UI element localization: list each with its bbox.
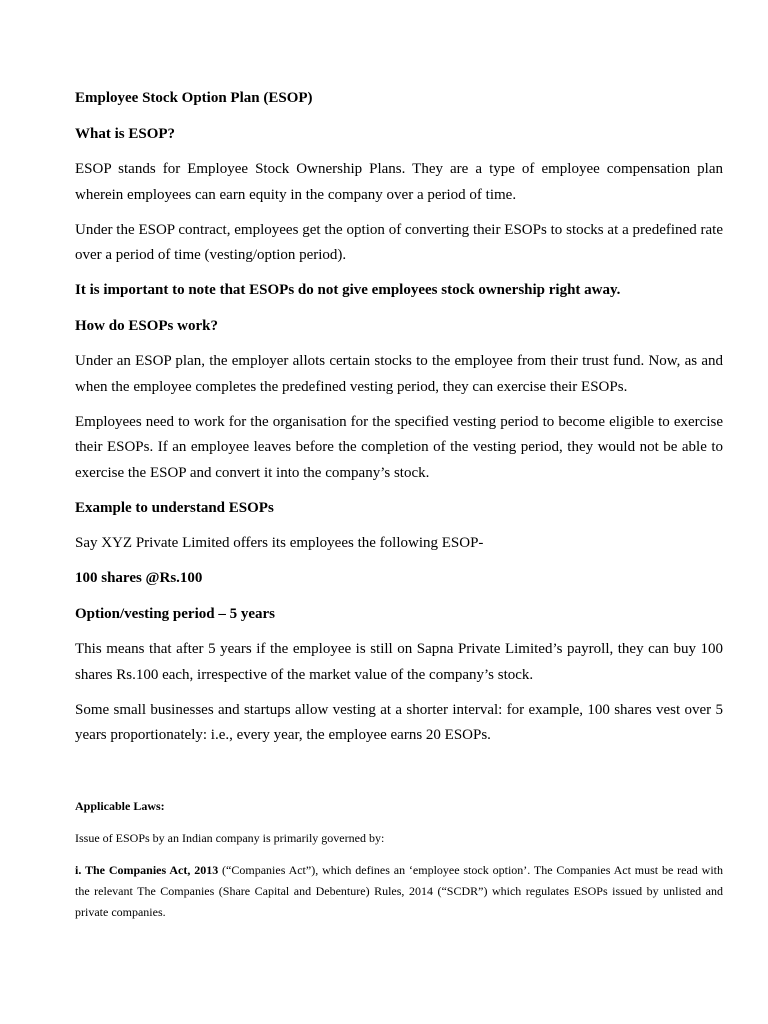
paragraph-how-esop-plan: Under an ESOP plan, the employer allots certain stocks to the employee from their trust fund. Now, as and when the employee completes the predefined vesting period, they can exercise their ESOPs. — [75, 353, 723, 395]
example-vesting-period: Option/vesting period – 5 years — [75, 605, 276, 622]
paragraph-vesting-eligibility: Employees need to work for the organisation for the specified vesting period to become eligible to exercise their ESOPs. If an employee leaves before the completion of the vesting period, they would not be able to exercise the ESOP and convert it into the company’s stock. — [75, 413, 723, 481]
law-item-title: i. The Companies Act, 2013 — [75, 863, 219, 877]
law-item-text: (“Companies Act”), which defines an ‘employee stock option’. The Companies Act must be read with the relevant The Companies (Share Capital and Debenture) Rules, 2014 (“SCDR”) which regulates ESOPs issued by unlisted and private companies. — [75, 863, 723, 919]
heading-what-is-esop: What is ESOP? — [75, 125, 176, 142]
paragraph-example-intro: Say XYZ Private Limited offers its employees the following ESOP- — [75, 535, 484, 551]
law-item-companies-act — [75, 860, 723, 923]
important-note: It is important to note that ESOPs do not give employees stock ownership right away. — [75, 282, 621, 298]
heading-how-esops-work: How do ESOPs work? — [75, 317, 218, 334]
paragraph-laws-intro: Issue of ESOPs by an Indian company is primarily governed by: — [75, 831, 385, 845]
heading-applicable-laws: Applicable Laws: — [75, 799, 165, 813]
section-spacer — [75, 758, 723, 796]
paragraph-esop-contract: Under the ESOP contract, employees get the option of converting their ESOPs to stocks at a predefined rate over a period of time (vesting/option period). — [75, 221, 723, 263]
heading-example: Example to understand ESOPs — [75, 499, 274, 516]
paragraph-example-meaning: This means that after 5 years if the employee is still on Sapna Private Limited’s payroll, they can buy 100 shares Rs.100 each, irrespective of the market value of the company’s stock. — [75, 641, 723, 683]
document-page — [75, 86, 723, 932]
paragraph-esop-definition: ESOP stands for Employee Stock Ownership Plans. They are a type of employee compensation plan wherein employees can earn equity in the company over a period of time. — [75, 161, 723, 203]
example-shares: 100 shares @Rs.100 — [75, 570, 203, 586]
paragraph-shorter-vesting: Some small businesses and startups allow vesting at a shorter interval: for example, 100 shares vest over 5 years proportionately: i.e., every year, the employee earns 20 ESOPs. — [75, 701, 723, 743]
document-title: Employee Stock Option Plan (ESOP) — [75, 90, 313, 106]
